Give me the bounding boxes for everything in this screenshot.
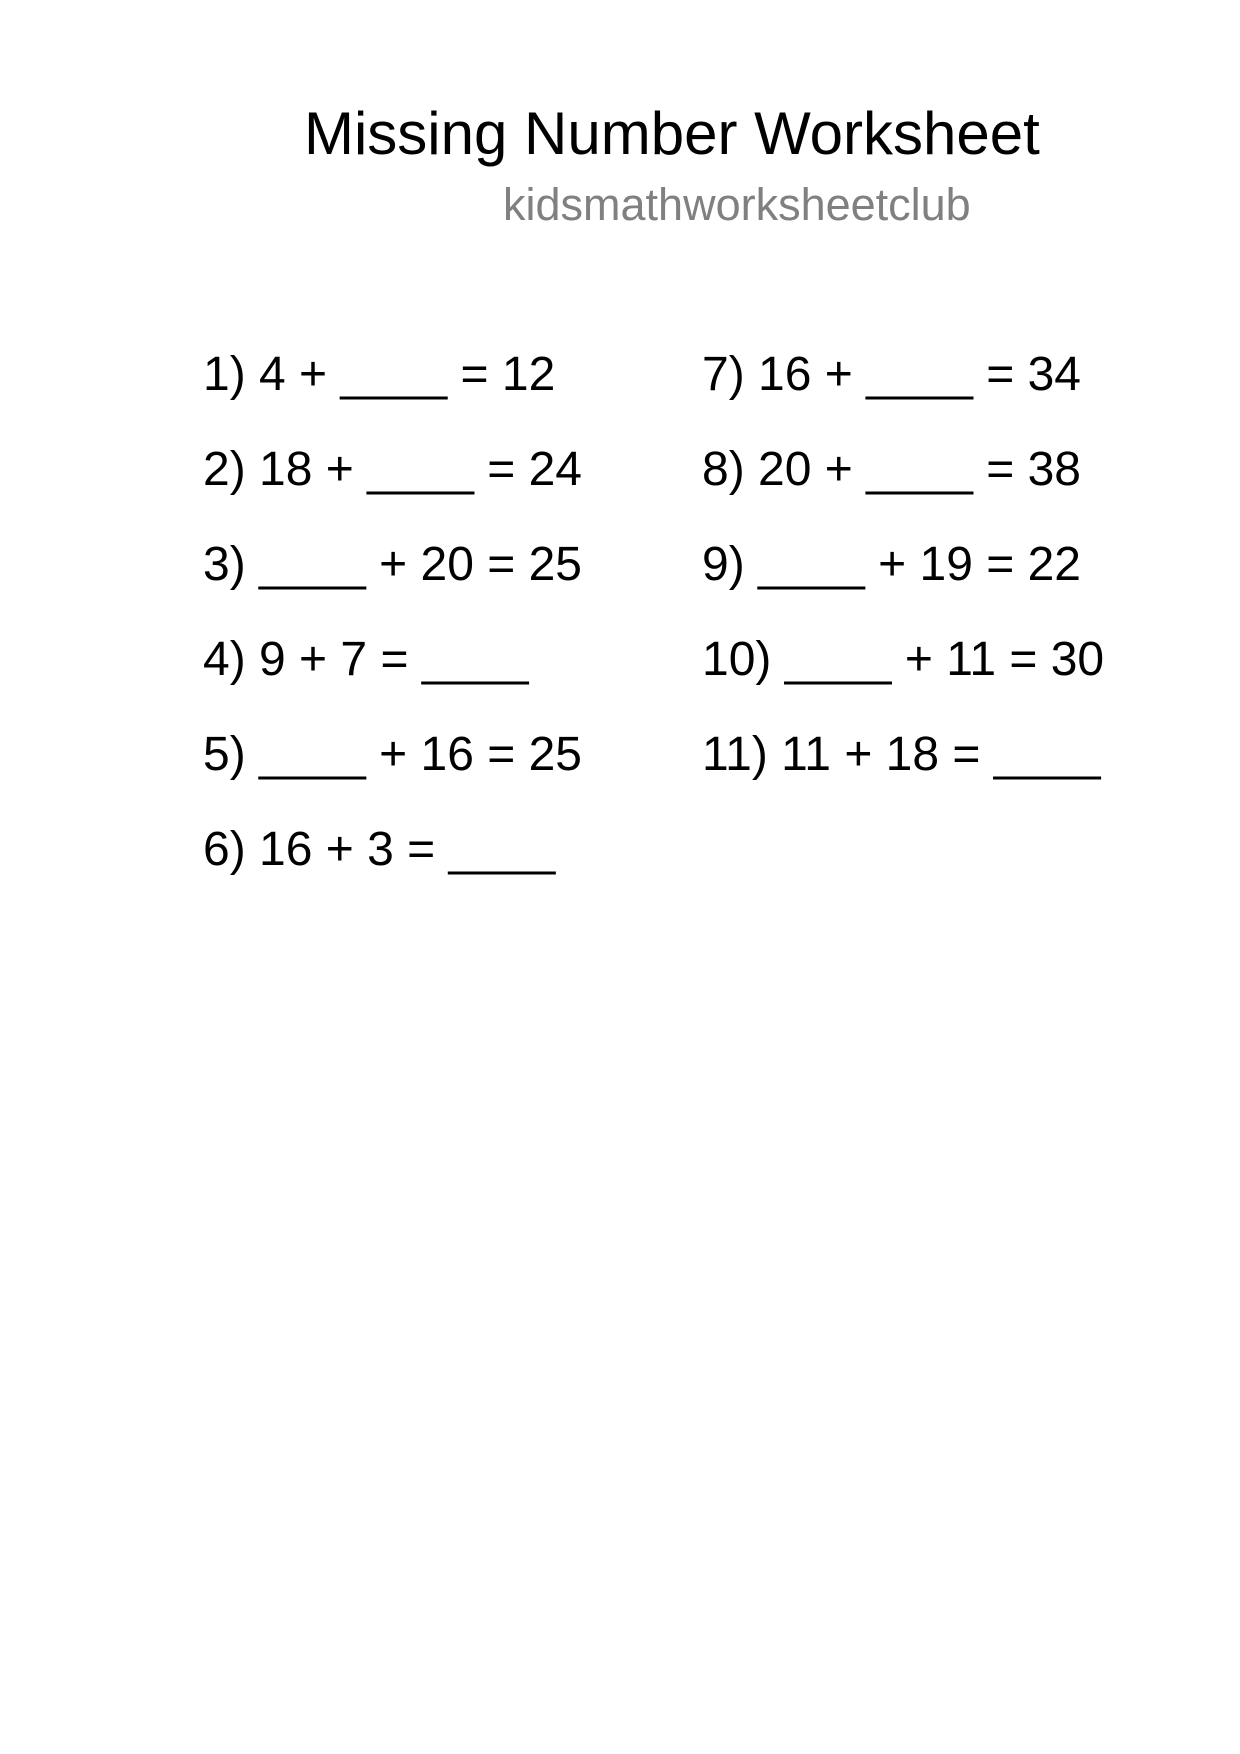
problem-11: 11) 11 + 18 = ____: [702, 728, 1101, 781]
problem-1: 1) 4 + ____ = 12: [203, 348, 556, 401]
worksheet-title: Missing Number Worksheet: [304, 100, 1040, 167]
worksheet-subtitle: kidsmathworksheetclub: [503, 179, 971, 230]
problem-4: 4) 9 + 7 = ____: [203, 633, 529, 686]
problem-5: 5) ____ + 16 = 25: [203, 728, 582, 781]
problem-3: 3) ____ + 20 = 25: [203, 538, 582, 591]
problem-6: 6) 16 + 3 = ____: [203, 823, 556, 876]
problem-2: 2) 18 + ____ = 24: [203, 443, 582, 496]
problem-9: 9) ____ + 19 = 22: [702, 538, 1081, 591]
problem-10: 10) ____ + 11 = 30: [702, 633, 1105, 686]
problem-8: 8) 20 + ____ = 38: [702, 443, 1081, 496]
problem-7: 7) 16 + ____ = 34: [702, 348, 1081, 401]
